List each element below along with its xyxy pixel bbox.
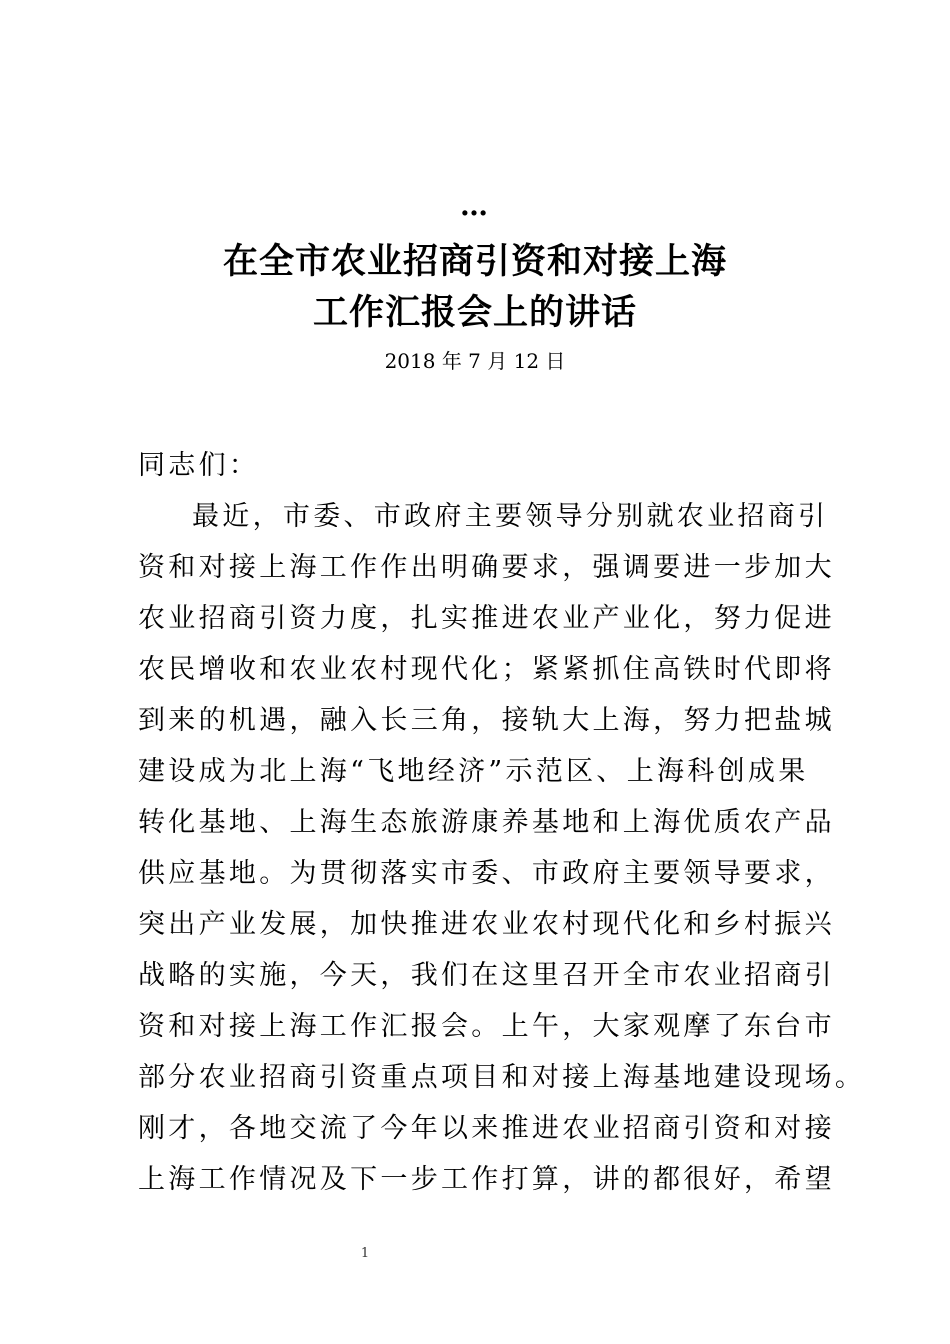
document-title-line-2: 工作汇报会上的讲话 xyxy=(312,293,637,333)
paragraph-line: 资和对接上海工作汇报会。上午，大家观摩了东台市 xyxy=(138,1011,835,1042)
paragraph-line: 刚才，各地交流了今年以来推进农业招商引资和对接 xyxy=(138,1113,835,1144)
paragraph-line: 农民增收和农业农村现代化；紧紧抓住高铁时代即将 xyxy=(138,654,835,685)
paragraph-line: 农业招商引资力度，扎实推进农业产业化，努力促进 xyxy=(138,603,835,634)
paragraph-line: 上海工作情况及下一步工作打算，讲的都很好，希望 xyxy=(138,1164,835,1195)
page-number: 1 xyxy=(360,1246,370,1261)
document-date: 2018 年 7 月 12 日 xyxy=(384,349,566,373)
paragraph-line: 转化基地、上海生态旅游康养基地和上海优质农产品 xyxy=(138,807,835,838)
paragraph-line: 到来的机遇，融入长三角，接轨大上海，努力把盐城 xyxy=(138,705,835,736)
paragraph-line: 建设成为北上海“飞地经济”示范区、上海科创成果 xyxy=(138,756,809,787)
paragraph-line: 战略的实施，今天，我们在这里召开全市农业招商引 xyxy=(138,960,835,991)
paragraph-line: 突出产业发展，加快推进农业农村现代化和乡村振兴 xyxy=(138,909,835,940)
paragraph-line: 部分农业招商引资重点项目和对接上海基地建设现场。 xyxy=(138,1062,866,1093)
paragraph-line: 最近，市委、市政府主要领导分别就农业招商引 xyxy=(192,501,829,532)
salutation: 同志们： xyxy=(138,450,260,481)
paragraph-line: 资和对接上海工作作出明确要求，强调要进一步加大 xyxy=(138,552,835,583)
document-title-line-1: 在全市农业招商引资和对接上海 xyxy=(222,242,727,282)
body-paragraph xyxy=(138,491,866,1205)
title-ellipsis: … xyxy=(460,189,490,222)
paragraph-line: 供应基地。为贯彻落实市委、市政府主要领导要求， xyxy=(138,858,835,889)
